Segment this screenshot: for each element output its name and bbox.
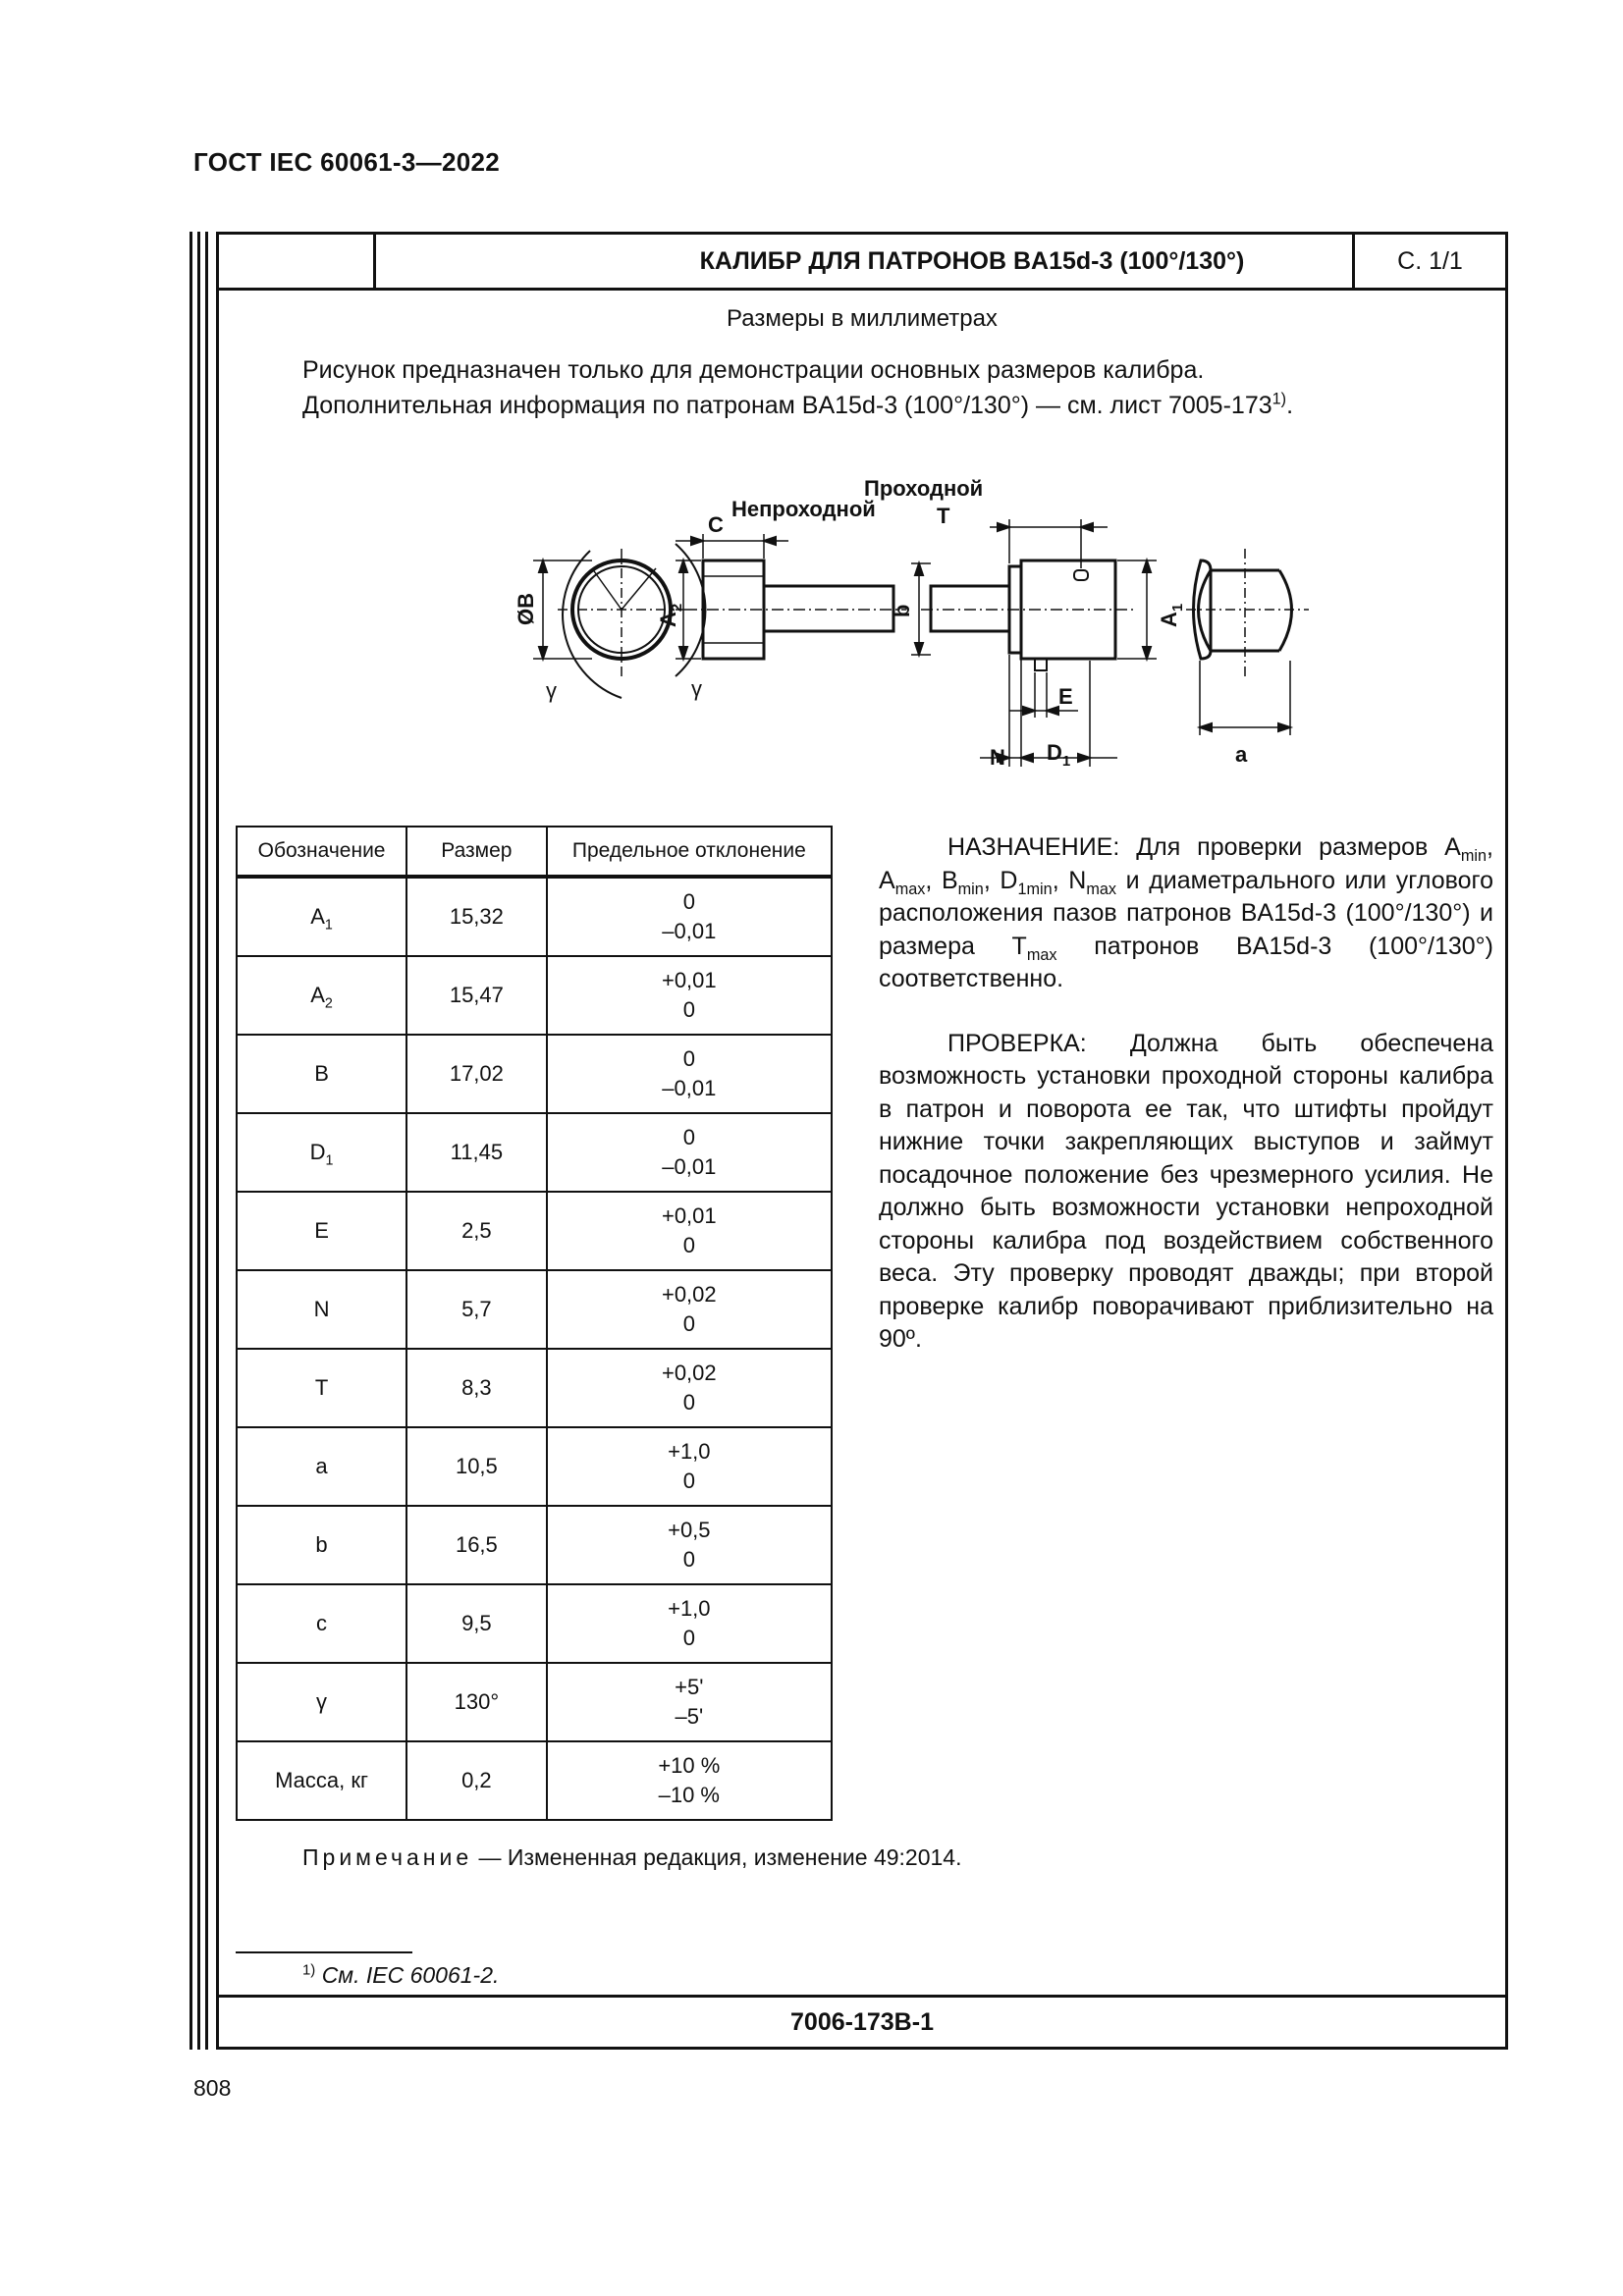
dim-e: E (1058, 684, 1073, 709)
footnote (302, 1962, 499, 1989)
note-text: — Измененная редакция, изменение 49:2014. (472, 1844, 962, 1870)
cell-symbol: E (237, 1192, 406, 1270)
purpose-text (879, 831, 1493, 1388)
intro-line-1: Рисунок предназначен только для демонстрации основных размеров калибра. (302, 356, 1205, 384)
dim-a2: $A_2$ (656, 603, 685, 627)
cell-symbol: N (237, 1270, 406, 1349)
cell-size: 2,5 (406, 1192, 547, 1270)
cell-size: 8,3 (406, 1349, 547, 1427)
cell-symbol: γ (237, 1663, 406, 1741)
dim-gamma-left: γ (546, 678, 557, 703)
page-number: 808 (193, 2075, 232, 2101)
dim-n: N (990, 745, 1005, 770)
cell-size: 15,32 (406, 877, 547, 956)
cell-size: 11,45 (406, 1113, 547, 1192)
dim-c: C (708, 512, 724, 537)
table-row (237, 1270, 832, 1349)
cell-deviation: 0 –0,01 (547, 877, 832, 956)
cell-deviation: 0 –0,01 (547, 1035, 832, 1113)
table-row (237, 1741, 832, 1820)
cell-size: 9,5 (406, 1584, 547, 1663)
title-blank-cell (219, 235, 376, 288)
standard-header: ГОСТ IEC 60061-3—2022 (193, 147, 500, 177)
dim-a: a (1235, 742, 1248, 767)
table-row (237, 1113, 832, 1192)
dim-gamma-right: γ (691, 676, 702, 701)
table-header-row (237, 827, 832, 877)
cell-deviation: +0,02 0 (547, 1270, 832, 1349)
footnote-text: См. IEC 60061-2. (321, 1962, 500, 1988)
cell-size: 16,5 (406, 1506, 547, 1584)
cell-size: 15,47 (406, 956, 547, 1035)
units-note: Размеры в миллиметрах (727, 305, 998, 332)
dim-t: T (937, 504, 950, 528)
header-deviation: Предельное отклонение (547, 827, 832, 877)
gauge-drawing (332, 441, 1490, 804)
profile-view (1186, 549, 1309, 735)
dim-d1: $D_1$ (1047, 740, 1071, 770)
table-row (237, 1427, 832, 1506)
cell-deviation: +1,0 0 (547, 1427, 832, 1506)
sheet-code: 7006-173B-1 (219, 1995, 1505, 2047)
cell-deviation: +10 % –10 % (547, 1741, 832, 1820)
cell-deviation: +0,5 0 (547, 1506, 832, 1584)
table-row (237, 1035, 832, 1113)
nogo-side (676, 534, 906, 659)
table-row (237, 1192, 832, 1270)
cell-deviation: +1,0 0 (547, 1584, 832, 1663)
binding-line (205, 232, 208, 2050)
dimensions-table (236, 826, 833, 1821)
table-row (237, 956, 832, 1035)
cell-deviation: +0,01 0 (547, 956, 832, 1035)
cell-deviation: +0,01 0 (547, 1192, 832, 1270)
header-size: Размер (406, 827, 547, 877)
cell-symbol: T (237, 1349, 406, 1427)
footnote-divider (236, 1951, 412, 1953)
label-nogo: Непроходной (731, 497, 876, 521)
cell-symbol: b (237, 1506, 406, 1584)
table-row (237, 1663, 832, 1741)
cell-symbol: c (237, 1584, 406, 1663)
cell-deviation: +5' –5' (547, 1663, 832, 1741)
cell-size: 0,2 (406, 1741, 547, 1820)
check-paragraph: ПРОВЕРКА: Должна быть обеспечена возможность установки проходной стороны калибра в патрон и поворота ее так, что штифты пройдут нижние точки закрепляющих выступов и займут посадочное положение без чрезмерного усилия. Не должно быть возможности установки непроходной стороны калибра под воздействием собственного веса. Эту проверку проводят дважды; при второй проверке калибр поворачивают приблизительно на 90º. (879, 1029, 1493, 1353)
cell-symbol: $A_1$ (237, 877, 406, 956)
binding-line (197, 232, 200, 2050)
table-row (237, 1584, 832, 1663)
cell-symbol: B (237, 1035, 406, 1113)
sheet-frame (216, 232, 1508, 2050)
cell-deviation: +0,02 0 (547, 1349, 832, 1427)
table-row (237, 1506, 832, 1584)
dim-phi-b: ØB (514, 593, 538, 625)
cell-deviation: 0 –0,01 (547, 1113, 832, 1192)
cell-symbol: $A_2$ (237, 956, 406, 1035)
dim-a1: $A_1$ (1157, 603, 1186, 627)
cell-size: 5,7 (406, 1270, 547, 1349)
footnote-ref: 1) (1271, 390, 1287, 408)
sheet-title: КАЛИБР ДЛЯ ПАТРОНОВ BA15d-3 (100°/130°) (699, 247, 1245, 275)
header-designation: Обозначение (237, 827, 406, 877)
table-row (237, 877, 832, 956)
cell-symbol: $D_1$ (237, 1113, 406, 1192)
intro-line-2: Дополнительная информация по патронам BA15d-3 (100°/130°) — см. лист 7005-173$^{1)}$. (302, 390, 1294, 419)
sheet-page: С. 1/1 (1352, 235, 1505, 288)
purpose-paragraph: НАЗНАЧЕНИЕ: Для проверки размеров $A_{min}$, $A_{max}$, $B_{min}$, $D_{1min}$, $N_{max}$ и диаметрального или углового расположения пазов патронов BA15d-3 (100°/130°) и размера $T_{max}$ патронов BA15d-3 (100°/130°) соответственно. (879, 833, 1493, 992)
footnote-mark: 1) (302, 1961, 316, 1979)
label-go: Проходной (864, 476, 984, 501)
table-row (237, 1349, 832, 1427)
cell-symbol: Масса, кг (237, 1741, 406, 1820)
cell-size: 130° (406, 1663, 547, 1741)
intro-text (302, 352, 1293, 423)
go-side (911, 519, 1157, 767)
note (302, 1844, 962, 1871)
note-label: Примечание (302, 1844, 473, 1870)
cell-size: 17,02 (406, 1035, 547, 1113)
binding-line (189, 232, 192, 2050)
title-row (219, 235, 1505, 291)
cell-symbol: a (237, 1427, 406, 1506)
dim-b: b (890, 604, 914, 617)
cell-size: 10,5 (406, 1427, 547, 1506)
